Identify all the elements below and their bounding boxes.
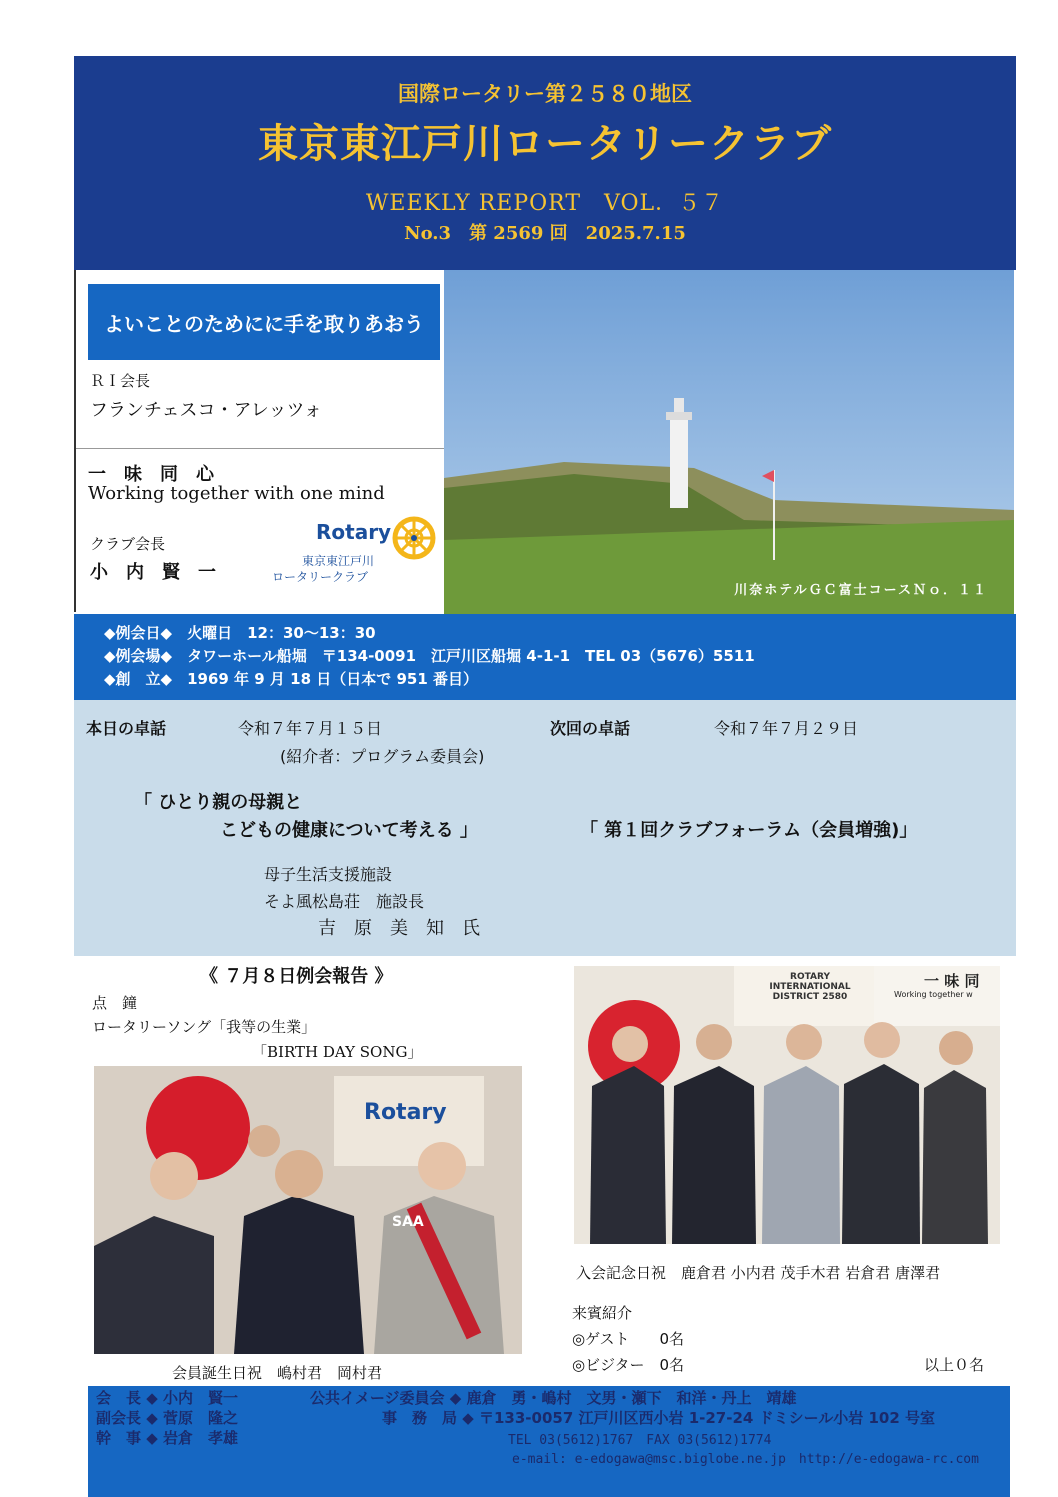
footer-public-image-committee: 公共イメージ委員会 ◆ 鹿倉 勇・嶋村 文男・瀬下 和洋・丹上 靖雄 (310, 1389, 797, 1407)
today-talk-date: 令和７年７月１５日 (238, 719, 383, 738)
guest-title: 来賓紹介 (572, 1304, 633, 1322)
birthday-photo (94, 1066, 522, 1354)
club-motto-en: Working together with one mind (88, 483, 385, 504)
birthday-caption: 会員誕生日祝 嶋村君 岡村君 (172, 1364, 383, 1382)
panel-divider (76, 448, 446, 449)
footer-office-address: 事 務 局 ◆ 〒133-0057 江戸川区西小岩 1-27-24 ドミシール小岩 102 号室 (382, 1409, 936, 1427)
ri-theme-box (88, 284, 440, 360)
talk-section (74, 700, 1016, 956)
footer-info (88, 1386, 1010, 1497)
footer-vice-president: 副会長 ◆ 菅原 隆之 (96, 1409, 238, 1427)
meeting-info-bar (74, 614, 1016, 700)
birthday-photo-illustration (94, 1066, 522, 1354)
today-talk-title-line1: 「 ひとり親の母親と (134, 792, 303, 813)
report-item-bell: 点 鐘 (92, 994, 138, 1012)
today-talk-title-line2: こどもの健康について考える 」 (220, 820, 478, 841)
club-president-name: 小 内 賢 一 (90, 562, 216, 583)
today-talk-label: 本日の卓話 (86, 719, 167, 738)
report-item-birthday-song: 「BIRTH DAY SONG」 (252, 1043, 423, 1061)
ri-president-name: フランチェスコ・アレッツォ (90, 400, 322, 421)
anniversary-photo (574, 966, 1000, 1244)
club-motto-jp: 一 味 同 心 (88, 464, 214, 485)
rotary-logo-line1: 東京東江戸川 (302, 554, 375, 568)
speaker-organization: 母子生活支援施設 (264, 865, 393, 884)
issue-number-date: No.3 第 2569 回 2025.7.15 (404, 223, 686, 244)
ri-theme: よいことのためにに手を取りあおう (104, 311, 424, 336)
rotary-logo-line2: ロータリークラブ (272, 570, 369, 584)
saa-sash-text: SAA (392, 1214, 424, 1230)
president-info-panel (74, 270, 446, 612)
next-talk-date: 令和７年７月２９日 (714, 719, 859, 738)
district-title: 国際ロータリー第２５８０地区 (398, 82, 692, 106)
footer-tel-fax: TEL 03(5612)1767 FAX 03(5612)1774 (508, 1433, 772, 1448)
header-banner (74, 56, 1016, 270)
anniversary-caption: 入会記念日祝 鹿倉君 小内君 茂手木君 岩倉君 唐澤君 (576, 1264, 941, 1282)
ri-president-label: ＲＩ会長 (90, 372, 151, 390)
footer-email-url: e-mail: e-edogawa@msc.biglobe.ne.jp http://e-edogawa-rc.com (512, 1452, 979, 1467)
anniversary-banner-motto-en: Working together w (894, 990, 973, 999)
footer-secretary: 幹 事 ◆ 岩倉 孝雄 (96, 1429, 238, 1447)
meeting-day: ◆例会日◆ 火曜日 12：30～13：30 (104, 624, 376, 642)
club-name: 東京東江戸川ロータリークラブ (258, 121, 832, 167)
speaker-name: 吉 原 美 知 氏 (318, 918, 480, 939)
next-talk-label: 次回の卓話 (550, 719, 631, 738)
meeting-place: ◆例会場◆ タワーホール船堀 〒134-0091 江戸川区船堀 4-1-1 TEL 03（5676）5511 (104, 647, 755, 665)
guest-total: 以上０名 (924, 1356, 985, 1374)
founded-date: ◆創 立◆ 1969 年 9 月 18 日（日本で 951 番目） (104, 670, 478, 688)
report-title: 《 ７月８日例会報告 》 (200, 966, 393, 987)
rotary-logo-word: Rotary (316, 520, 392, 544)
speaker-position: そよ風松島荘 施設長 (264, 892, 425, 911)
course-photo-caption: 川奈ホテルＧＣ富士コースＮｏ．１１ (734, 583, 988, 598)
anniversary-banner-motto: 一 味 同 (924, 972, 980, 990)
next-talk-title: 「 第１回クラブフォーラム（会員増強)」 (580, 820, 918, 841)
visitor-count: ◎ビジター 0名 (572, 1356, 685, 1374)
golf-course-illustration (444, 270, 1014, 614)
weekly-report-volume: WEEKLY REPORT VOL．５７ (365, 191, 725, 216)
footer-president: 会 長 ◆ 小内 賢一 (96, 1389, 238, 1407)
report-item-song: ロータリーソング「我等の生業」 (92, 1018, 317, 1036)
rotary-club-logo (272, 516, 442, 596)
guest-count: ◎ゲスト 0名 (572, 1330, 685, 1348)
anniversary-photo-illustration (574, 966, 1000, 1244)
rotary-wheel-icon (392, 516, 436, 560)
birthday-photo-banner-text: Rotary (364, 1100, 447, 1125)
golf-course-photo (444, 270, 1014, 614)
club-president-label: クラブ会長 (90, 535, 166, 553)
anniversary-banner-text: ROTARY INTERNATIONAL DISTRICT 2580 (769, 972, 851, 1002)
today-talk-introducer: (紹介者：プログラム委員会) (280, 747, 485, 766)
